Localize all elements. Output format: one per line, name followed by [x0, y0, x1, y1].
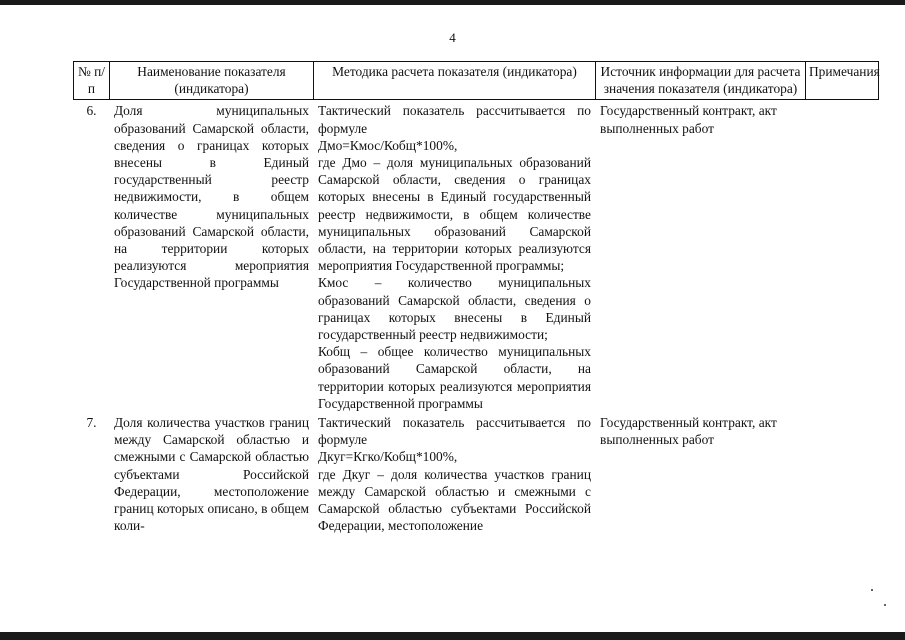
note-cell — [806, 100, 879, 412]
scan-speck — [884, 604, 886, 606]
indicator-name: Доля количества участков границ между Самарской областью и смежными с Самарской областью субъектами Российской Федерации, местоположение границ которых описано, в общем коли- — [114, 415, 309, 534]
calculation-method — [314, 100, 596, 412]
information-source: Государственный контракт, акт выполненных работ — [600, 415, 777, 448]
method-definition: где Дкуг – доля количества участков границ между Самарской областью и смежными с Самарской областью субъектами Российской Федерации, местоположение — [318, 466, 591, 534]
method-formula: Дкуг=Кгко/Кобщ*100%, — [318, 449, 458, 465]
note-cell — [806, 412, 879, 534]
indicators-table — [73, 61, 879, 534]
table-row — [74, 412, 879, 534]
header-name: Наименование показателя (индикатора) — [110, 62, 314, 100]
scan-edge-top — [0, 0, 905, 5]
method-definition: Кобщ – общее количество муниципальных образований Самарской области, на территории которых реализуются мероприятия Государственной программы — [318, 344, 591, 411]
scan-speck — [871, 589, 873, 591]
scan-edge-bottom — [0, 632, 905, 640]
header-method: Методика расчета показателя (индикатора) — [314, 62, 596, 100]
row-number: 7. — [86, 415, 97, 431]
indicator-name: Доля муниципальных образований Самарской области, сведения о границах которых внесены в Единый государственный реестр недвижимости, в общем количестве муниципальных образований Самарской области, на территории которых реализуются мероприятия Государственной программы — [114, 103, 309, 291]
row-number: 6. — [86, 103, 97, 119]
page-number: 4 — [449, 30, 456, 45]
header-num: № п/п — [74, 62, 110, 100]
information-source: Государственный контракт, акт выполненных работ — [600, 103, 777, 136]
method-definition: Кмос – количество муниципальных образований Самарской области, сведения о границах которых внесены в Единый государственный реестр недвижимости; — [318, 275, 591, 343]
header-source: Источник информации для расчета значения показателя (индикатора) — [596, 62, 806, 100]
method-intro: Тактический показатель рассчитывается по формуле — [318, 103, 591, 136]
method-intro: Тактический показатель рассчитывается по формуле — [318, 415, 591, 448]
method-definition: где Дмо – доля муниципальных образований Самарской области, сведения о границах которых внесены в Единый государственный реестр недвижимости, в общем количестве муниципальных образований Самарской области, на территории которых реализуются мероприятия Государственной программы; — [318, 155, 591, 274]
header-row — [74, 62, 879, 100]
table-row — [74, 100, 879, 412]
calculation-method — [314, 412, 596, 534]
table-body — [74, 100, 879, 535]
header-note: Примечания — [806, 62, 879, 100]
table-header — [74, 62, 879, 100]
method-formula: Дмо=Кмос/Кобщ*100%, — [318, 137, 458, 153]
